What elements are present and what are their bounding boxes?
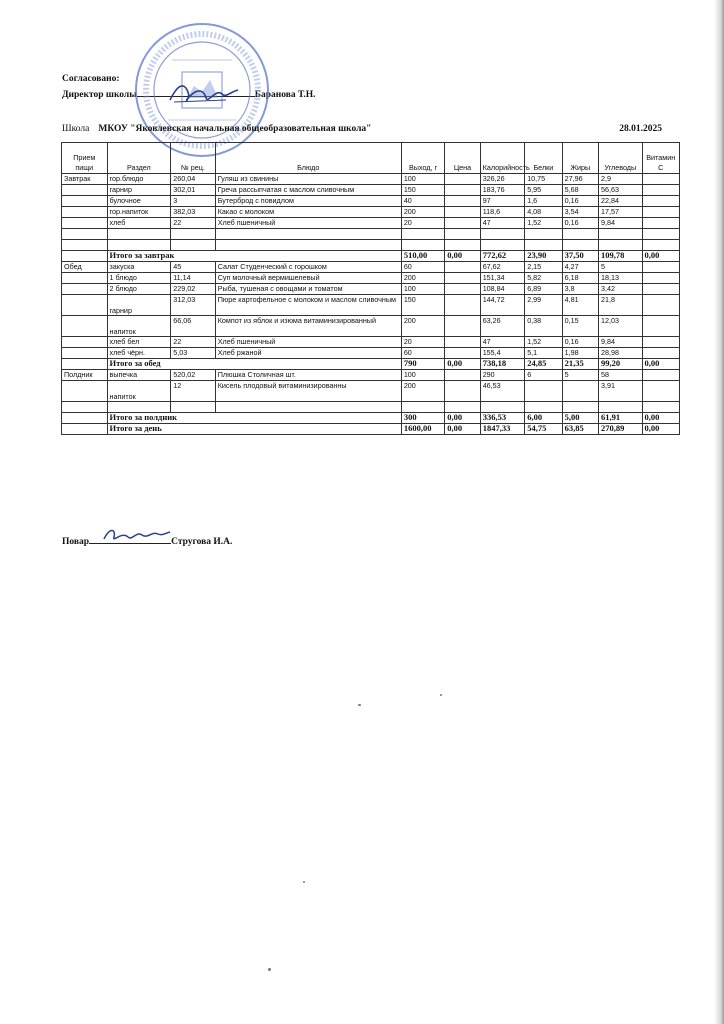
section-cell: выпечка: [107, 370, 171, 381]
approval-title: Согласовано:: [62, 74, 120, 84]
proteins-cell: 0,38: [525, 316, 562, 337]
carbs-cell: 109,78: [599, 251, 642, 262]
price-cell: [445, 218, 480, 229]
table-row: [62, 174, 680, 185]
section-cell: Итого за обед: [107, 359, 401, 370]
dish-cell: Салат Студенческий с горошком: [215, 262, 401, 273]
price-cell: [445, 284, 480, 295]
meal-cell: Полдник: [62, 370, 108, 381]
menu-table-body: [62, 174, 680, 435]
calories-cell: 47: [480, 337, 525, 348]
calories-cell: 738,18: [480, 359, 525, 370]
proteins-cell: 5,1: [525, 348, 562, 359]
vitamin-c-cell: [642, 402, 680, 413]
proteins-cell: [525, 240, 562, 251]
meal-cell: Завтрак: [62, 174, 108, 185]
dish-cell: Бутерброд с повидлом: [215, 196, 401, 207]
dish-cell: [215, 229, 401, 240]
price-cell: [445, 402, 480, 413]
table-row: [62, 402, 680, 413]
calories-cell: 144,72: [480, 295, 525, 316]
proteins-cell: [525, 229, 562, 240]
dish-cell: Греча рассыпчатая с маслом сливочным: [215, 185, 401, 196]
table-row: [62, 381, 680, 402]
calories-cell: [480, 402, 525, 413]
cook-label: Повар: [62, 537, 90, 547]
carbs-cell: 9,84: [599, 337, 642, 348]
calories-cell: 290: [480, 370, 525, 381]
dish-cell: Кисель плодовый витаминизированны: [215, 381, 401, 402]
recipe-cell: [171, 229, 216, 240]
vitamin-c-cell: 0,00: [642, 251, 680, 262]
header-section: Раздел: [107, 143, 171, 174]
calories-cell: 155,4: [480, 348, 525, 359]
carbs-cell: 58: [599, 370, 642, 381]
dish-cell: Хлеб пшеничный: [215, 337, 401, 348]
header-fats: Жиры: [562, 143, 598, 174]
vitamin-c-cell: [642, 262, 680, 273]
price-cell: [445, 370, 480, 381]
calories-cell: 1847,33: [480, 424, 525, 435]
scan-edge-shadow: [714, 0, 724, 1024]
output-cell: 200: [401, 316, 444, 337]
price-cell: [445, 381, 480, 402]
vitamin-c-cell: [642, 196, 680, 207]
price-cell: [445, 196, 480, 207]
dish-cell: Суп молочный вермишелевый: [215, 273, 401, 284]
recipe-cell: [171, 240, 216, 251]
dish-cell: Хлеб ржаной: [215, 348, 401, 359]
carbs-cell: 21,8: [599, 295, 642, 316]
dish-cell: [215, 240, 401, 251]
carbs-cell: 3,91: [599, 381, 642, 402]
price-cell: [445, 207, 480, 218]
meal-cell: [62, 240, 108, 251]
header-meal: Прием пищи: [62, 143, 108, 174]
total-row: [62, 359, 680, 370]
recipe-cell: 22: [171, 218, 216, 229]
output-cell: 510,00: [401, 251, 444, 262]
recipe-cell: 312,03: [171, 295, 216, 316]
calories-cell: 97: [480, 196, 525, 207]
table-row: [62, 229, 680, 240]
price-cell: 0,00: [445, 359, 480, 370]
carbs-cell: [599, 402, 642, 413]
dish-cell: [215, 402, 401, 413]
calories-cell: [480, 240, 525, 251]
dish-cell: Какао с молоком: [215, 207, 401, 218]
section-cell: [107, 240, 171, 251]
price-cell: [445, 348, 480, 359]
meal-cell: [62, 251, 108, 262]
section-cell: напиток: [107, 316, 171, 337]
output-cell: 100: [401, 174, 444, 185]
output-cell: 60: [401, 262, 444, 273]
scan-speck: [303, 881, 305, 883]
carbs-cell: 56,63: [599, 185, 642, 196]
proteins-cell: 6,00: [525, 413, 562, 424]
meal-cell: [62, 348, 108, 359]
section-cell: гарнир: [107, 185, 171, 196]
section-cell: 2 блюдо: [107, 284, 171, 295]
carbs-cell: [599, 229, 642, 240]
proteins-cell: [525, 381, 562, 402]
vitamin-c-cell: 0,00: [642, 359, 680, 370]
scan-speck: [358, 704, 361, 706]
section-cell: Итого за завтрак: [107, 251, 401, 262]
price-cell: 0,00: [445, 251, 480, 262]
meal-cell: [62, 229, 108, 240]
calories-cell: 108,84: [480, 284, 525, 295]
output-cell: 100: [401, 370, 444, 381]
recipe-cell: 302,01: [171, 185, 216, 196]
proteins-cell: 2,99: [525, 295, 562, 316]
price-cell: [445, 262, 480, 273]
school-label: Школа: [62, 124, 90, 134]
total-row: [62, 413, 680, 424]
table-row: [62, 316, 680, 337]
meal-cell: [62, 316, 108, 337]
vitamin-c-cell: 0,00: [642, 413, 680, 424]
calories-cell: 336,53: [480, 413, 525, 424]
school-name: МКОУ "Яковлевская начальная общеобразовательная школа": [98, 124, 372, 134]
section-cell: [107, 229, 171, 240]
dish-cell: Пюре картофельное с молоком и маслом сливочным: [215, 295, 401, 316]
carbs-cell: 99,20: [599, 359, 642, 370]
carbs-cell: 28,98: [599, 348, 642, 359]
fats-cell: [562, 240, 598, 251]
table-row: [62, 273, 680, 284]
vitamin-c-cell: [642, 240, 680, 251]
proteins-cell: [525, 402, 562, 413]
calories-cell: 47: [480, 218, 525, 229]
section-cell: булочное: [107, 196, 171, 207]
proteins-cell: 6: [525, 370, 562, 381]
output-cell: 20: [401, 337, 444, 348]
meal-cell: [62, 218, 108, 229]
table-row: [62, 240, 680, 251]
calories-cell: [480, 229, 525, 240]
proteins-cell: 6,89: [525, 284, 562, 295]
vitamin-c-cell: [642, 284, 680, 295]
dish-cell: Рыба, тушеная с овощами и томатом: [215, 284, 401, 295]
dish-cell: Плюшка Столичная шт.: [215, 370, 401, 381]
scan-speck: [440, 694, 442, 696]
recipe-cell: [171, 402, 216, 413]
meal-cell: [62, 359, 108, 370]
calories-cell: 46,53: [480, 381, 525, 402]
price-cell: [445, 316, 480, 337]
proteins-cell: 5,95: [525, 185, 562, 196]
fats-cell: 5: [562, 370, 598, 381]
price-cell: [445, 295, 480, 316]
output-cell: [401, 402, 444, 413]
vitamin-c-cell: [642, 316, 680, 337]
section-cell: напиток: [107, 381, 171, 402]
dish-cell: Компот из яблок и изюма витаминизированный: [215, 316, 401, 337]
meal-cell: [62, 402, 108, 413]
table-row: [62, 284, 680, 295]
proteins-cell: 1,6: [525, 196, 562, 207]
calories-cell: 67,62: [480, 262, 525, 273]
vitamin-c-cell: 0,00: [642, 424, 680, 435]
section-cell: 1 блюдо: [107, 273, 171, 284]
calories-cell: 118,6: [480, 207, 525, 218]
fats-cell: 21,35: [562, 359, 598, 370]
section-cell: хлеб бел: [107, 337, 171, 348]
cook-name: Стругова И.А.: [171, 537, 233, 547]
output-cell: 60: [401, 348, 444, 359]
fats-cell: 5,68: [562, 185, 598, 196]
carbs-cell: 61,91: [599, 413, 642, 424]
proteins-cell: 54,75: [525, 424, 562, 435]
fats-cell: [562, 381, 598, 402]
header-row: [62, 143, 680, 174]
school-header: [62, 124, 662, 134]
vitamin-c-cell: [642, 174, 680, 185]
section-cell: хлеб: [107, 218, 171, 229]
meal-cell: [62, 413, 108, 424]
fats-cell: 3,8: [562, 284, 598, 295]
header-vitamin-c: Витамин С: [642, 143, 680, 174]
recipe-cell: 382,03: [171, 207, 216, 218]
carbs-cell: 2,9: [599, 174, 642, 185]
table-row: [62, 337, 680, 348]
output-cell: 100: [401, 284, 444, 295]
header-proteins: Белки: [525, 143, 562, 174]
recipe-cell: 66,06: [171, 316, 216, 337]
section-cell: гор.напиток: [107, 207, 171, 218]
total-row: [62, 424, 680, 435]
meal-cell: [62, 424, 108, 435]
vitamin-c-cell: [642, 207, 680, 218]
recipe-cell: 229,02: [171, 284, 216, 295]
meal-cell: [62, 196, 108, 207]
fats-cell: 5,00: [562, 413, 598, 424]
calories-cell: 326,26: [480, 174, 525, 185]
carbs-cell: 270,89: [599, 424, 642, 435]
table-row: [62, 262, 680, 273]
output-cell: 1600,00: [401, 424, 444, 435]
recipe-cell: 260,04: [171, 174, 216, 185]
price-cell: [445, 240, 480, 251]
price-cell: [445, 229, 480, 240]
director-name: Баранова Т.Н.: [254, 90, 316, 100]
dish-cell: Хлеб пшеничный: [215, 218, 401, 229]
section-cell: хлеб чёрн.: [107, 348, 171, 359]
table-row: [62, 348, 680, 359]
proteins-cell: 4,08: [525, 207, 562, 218]
price-cell: [445, 185, 480, 196]
scan-speck: [268, 968, 271, 971]
carbs-cell: 9,84: [599, 218, 642, 229]
output-cell: 150: [401, 185, 444, 196]
meal-cell: [62, 284, 108, 295]
table-row: [62, 207, 680, 218]
meal-cell: [62, 381, 108, 402]
section-cell: гарнир: [107, 295, 171, 316]
recipe-cell: 520,02: [171, 370, 216, 381]
vitamin-c-cell: [642, 381, 680, 402]
meal-cell: [62, 337, 108, 348]
proteins-cell: 2,15: [525, 262, 562, 273]
meal-cell: [62, 295, 108, 316]
meal-cell: [62, 207, 108, 218]
recipe-cell: 12: [171, 381, 216, 402]
vitamin-c-cell: [642, 273, 680, 284]
section-cell: [107, 402, 171, 413]
output-cell: 200: [401, 381, 444, 402]
header-calories: Калорийность: [480, 143, 525, 174]
proteins-cell: 24,85: [525, 359, 562, 370]
fats-cell: 63,85: [562, 424, 598, 435]
fats-cell: 27,96: [562, 174, 598, 185]
header-carbs: Углеводы: [599, 143, 642, 174]
proteins-cell: 1,52: [525, 337, 562, 348]
proteins-cell: 5,82: [525, 273, 562, 284]
section-cell: закуска: [107, 262, 171, 273]
header-dish: Блюдо: [215, 143, 401, 174]
table-row: [62, 196, 680, 207]
vitamin-c-cell: [642, 348, 680, 359]
dish-cell: Гуляш из свинины: [215, 174, 401, 185]
vitamin-c-cell: [642, 370, 680, 381]
fats-cell: [562, 402, 598, 413]
section-cell: Итого за день: [107, 424, 401, 435]
fats-cell: 3,54: [562, 207, 598, 218]
vitamin-c-cell: [642, 185, 680, 196]
calories-cell: 151,34: [480, 273, 525, 284]
fats-cell: 0,16: [562, 196, 598, 207]
vitamin-c-cell: [642, 229, 680, 240]
price-cell: 0,00: [445, 424, 480, 435]
recipe-cell: 45: [171, 262, 216, 273]
output-cell: 790: [401, 359, 444, 370]
meal-cell: [62, 273, 108, 284]
fats-cell: 6,18: [562, 273, 598, 284]
recipe-cell: 3: [171, 196, 216, 207]
table-row: [62, 185, 680, 196]
output-cell: [401, 240, 444, 251]
vitamin-c-cell: [642, 337, 680, 348]
proteins-cell: 1,52: [525, 218, 562, 229]
section-cell: Итого за полдник: [107, 413, 401, 424]
price-cell: 0,00: [445, 413, 480, 424]
output-cell: 200: [401, 207, 444, 218]
price-cell: [445, 337, 480, 348]
fats-cell: 4,81: [562, 295, 598, 316]
menu-table: [61, 142, 680, 435]
fats-cell: 0,15: [562, 316, 598, 337]
carbs-cell: 22,84: [599, 196, 642, 207]
proteins-cell: 23,90: [525, 251, 562, 262]
director-signature: [164, 80, 244, 108]
header-recipe: № рец.: [171, 143, 216, 174]
fats-cell: 0,16: [562, 218, 598, 229]
output-cell: 40: [401, 196, 444, 207]
output-cell: 150: [401, 295, 444, 316]
recipe-cell: 11,14: [171, 273, 216, 284]
vitamin-c-cell: [642, 295, 680, 316]
fats-cell: 37,50: [562, 251, 598, 262]
carbs-cell: 5: [599, 262, 642, 273]
output-cell: 20: [401, 218, 444, 229]
fats-cell: 1,98: [562, 348, 598, 359]
menu-date: 28.01.2025: [619, 124, 662, 134]
director-label: Директор школы: [62, 90, 137, 100]
carbs-cell: 17,57: [599, 207, 642, 218]
carbs-cell: 18,13: [599, 273, 642, 284]
fats-cell: 0,16: [562, 337, 598, 348]
price-cell: [445, 273, 480, 284]
table-row: [62, 295, 680, 316]
vitamin-c-cell: [642, 218, 680, 229]
table-row: [62, 218, 680, 229]
carbs-cell: [599, 240, 642, 251]
output-cell: 200: [401, 273, 444, 284]
carbs-cell: 3,42: [599, 284, 642, 295]
price-cell: [445, 174, 480, 185]
proteins-cell: 10,75: [525, 174, 562, 185]
total-row: [62, 251, 680, 262]
meal-cell: Обед: [62, 262, 108, 273]
output-cell: 300: [401, 413, 444, 424]
recipe-cell: 22: [171, 337, 216, 348]
calories-cell: 183,76: [480, 185, 525, 196]
header-price: Цена: [445, 143, 480, 174]
fats-cell: 4,27: [562, 262, 598, 273]
header-output: Выход, г: [401, 143, 444, 174]
carbs-cell: 12,03: [599, 316, 642, 337]
output-cell: [401, 229, 444, 240]
calories-cell: 63,26: [480, 316, 525, 337]
fats-cell: [562, 229, 598, 240]
recipe-cell: 5,03: [171, 348, 216, 359]
cook-signature: [100, 525, 172, 547]
table-row: [62, 370, 680, 381]
calories-cell: 772,62: [480, 251, 525, 262]
meal-cell: [62, 185, 108, 196]
section-cell: гор.блюдо: [107, 174, 171, 185]
